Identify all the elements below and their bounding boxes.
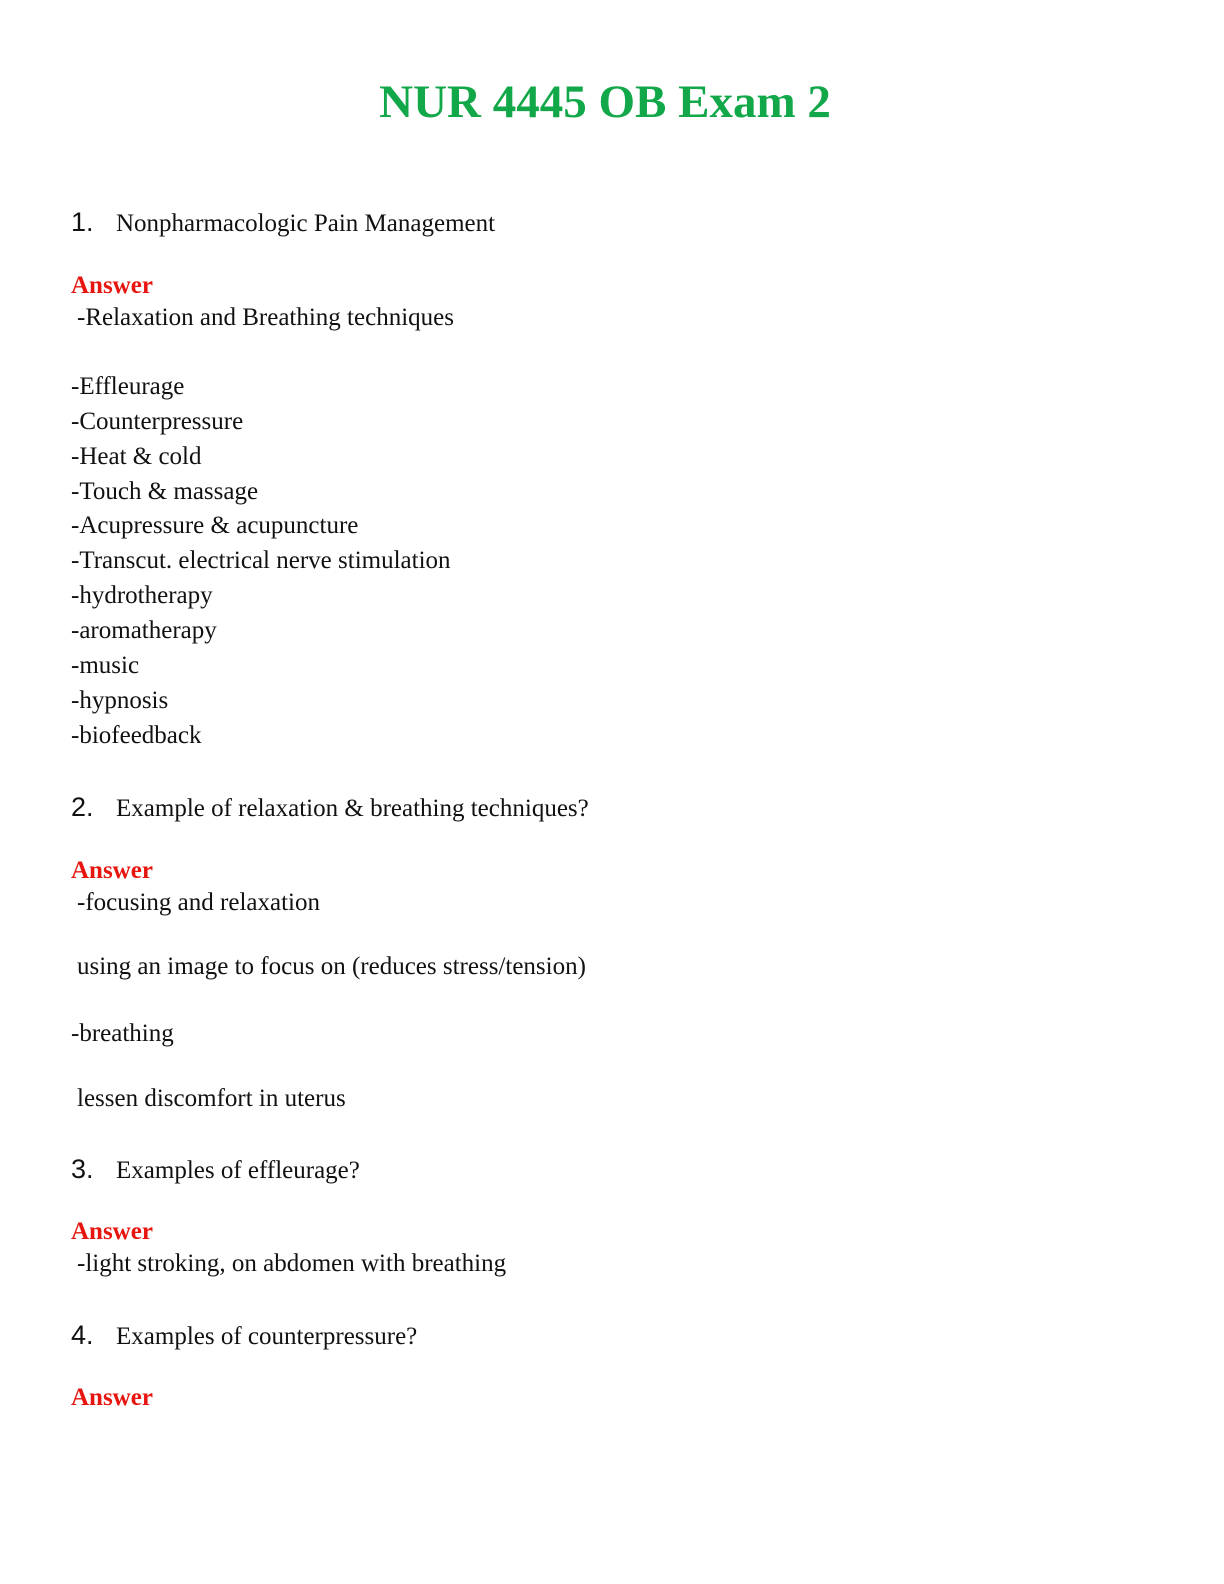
- question-text: Example of relaxation & breathing techniques?: [116, 795, 589, 822]
- answer-line: -hypnosis: [71, 687, 169, 714]
- question-text: Examples of counterpressure?: [116, 1323, 418, 1350]
- document-title: NUR 4445 OB Exam 2: [379, 76, 831, 128]
- answer-label: Answer: [71, 1384, 153, 1411]
- answer-line: -biofeedback: [71, 722, 202, 749]
- answer-line: using an image to focus on (reduces stress/tension): [77, 953, 586, 980]
- answer-line: -music: [71, 652, 140, 679]
- answer-line: -hydrotherapy: [71, 582, 213, 609]
- question-2: [71, 792, 589, 824]
- answer-line: -Relaxation and Breathing techniques: [77, 304, 454, 331]
- answer-line: -light stroking, on abdomen with breathing: [77, 1250, 507, 1277]
- answer-line: -Effleurage: [71, 373, 185, 400]
- question-4: [71, 1320, 417, 1352]
- question-number: 3.: [71, 1154, 94, 1184]
- answer-line: -Counterpressure: [71, 408, 244, 435]
- answer-line: -aromatherapy: [71, 617, 217, 644]
- question-number: 1.: [71, 207, 94, 237]
- answer-line: -Acupressure & acupuncture: [71, 512, 359, 539]
- answer-label: Answer: [71, 272, 153, 299]
- answer-line: -breathing: [71, 1020, 174, 1047]
- answer-label: Answer: [71, 1218, 153, 1245]
- answer-line: lessen discomfort in uterus: [77, 1085, 346, 1112]
- question-number: 4.: [71, 1320, 94, 1350]
- question-text: Examples of effleurage?: [116, 1157, 360, 1184]
- question-text: Nonpharmacologic Pain Management: [116, 210, 496, 237]
- question-1: [71, 207, 495, 239]
- question-number: 2.: [71, 792, 94, 822]
- answer-line: -Heat & cold: [71, 443, 202, 470]
- answer-line: -Touch & massage: [71, 478, 259, 505]
- answer-line: -focusing and relaxation: [77, 889, 320, 916]
- question-3: [71, 1154, 360, 1186]
- answer-line: -Transcut. electrical nerve stimulation: [71, 547, 451, 574]
- answer-label: Answer: [71, 857, 153, 884]
